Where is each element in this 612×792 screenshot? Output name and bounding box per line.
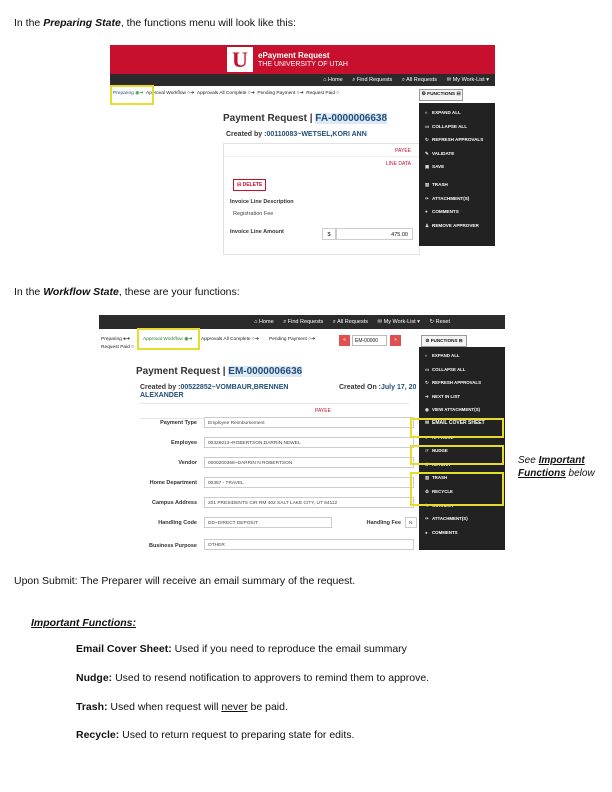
request-title: Payment Request | EM-0000006636: [136, 366, 303, 377]
function-desc: Used when request will: [107, 701, 222, 713]
functions-button[interactable]: ⚙ FUNCTIONS ⊟: [421, 335, 467, 347]
nav-home[interactable]: ⌂ Home: [323, 77, 343, 83]
workflow-state-screenshot: [99, 315, 505, 550]
highlight-nudge: [410, 445, 504, 465]
menu-label: EXPAND ALL: [432, 353, 460, 358]
functions-label: FUNCTIONS: [430, 338, 458, 343]
functions-label: FUNCTIONS: [427, 92, 456, 97]
function-email-cover-sheet: [76, 643, 407, 655]
invoice-amt-label: Invoice Line Amount: [230, 229, 284, 235]
menu-view-attachments[interactable]: [419, 403, 505, 417]
menu-label: VALIDATE: [432, 150, 455, 156]
eye-icon: ◉: [425, 407, 429, 413]
function-desc: Used if you need to reproduce the email summary: [171, 643, 407, 655]
function-desc-emph: never: [221, 701, 248, 713]
divider: [224, 156, 419, 157]
stage-approval-workflow: Approval Workflow: [143, 337, 183, 342]
comment-icon: ●: [425, 529, 428, 535]
stage-approvals-complete: Approvals All Complete: [196, 91, 247, 96]
nav-find-requests[interactable]: ⌕ Find Requests: [352, 77, 393, 83]
menu-label: REFRESH APPROVALS: [432, 380, 482, 386]
delete-label: DELETE: [242, 182, 263, 188]
menu-expand-all[interactable]: [419, 349, 505, 363]
save-icon: ▣: [425, 164, 430, 170]
nav-label: Reset: [435, 319, 450, 325]
nav-label: Home: [328, 77, 343, 83]
invoice-desc-label: Invoice Line Description: [230, 199, 294, 205]
menu-collapse-all[interactable]: [419, 120, 495, 134]
side-note-emph: Functions: [518, 468, 566, 479]
request-id: FA-0000006638: [315, 113, 388, 124]
menu-attachments[interactable]: [419, 512, 505, 526]
created-by-label: Created by :: [140, 384, 181, 391]
menu-label: ATTACHMENT(S): [432, 516, 468, 522]
request-label: Payment Request: [223, 113, 307, 124]
recycle-icon: ♻: [425, 488, 429, 494]
function-recycle: [76, 729, 354, 741]
stage-preparing: Preparing: [113, 91, 134, 96]
home-department-label: Home Department: [149, 480, 197, 486]
nav-find-requests[interactable]: ⌕ Find Requests: [283, 319, 324, 325]
created-on-value: July 17, 20: [381, 384, 417, 391]
payee-section-link[interactable]: PAYEE: [315, 408, 331, 414]
refresh-icon: ↻: [425, 137, 429, 143]
stage-complete-wrap: Approvals All Complete ○➔: [201, 337, 259, 342]
currency-symbol: $: [322, 228, 336, 240]
trash-icon: ▥: [425, 181, 430, 187]
handling-fee-field[interactable]: N: [405, 517, 417, 528]
side-note: [518, 454, 595, 480]
payment-type-field[interactable]: Employee Reimbursement: [204, 417, 414, 428]
highlight-approval-workflow: [137, 328, 200, 350]
nav-work-list[interactable]: ✉ My Work-List ▾: [446, 77, 489, 83]
delete-button[interactable]: ⊟ DELETE: [233, 179, 266, 191]
function-desc: Used to resend notification to approvers to remind them to approve.: [112, 672, 430, 684]
intro-text: , the functions menu will look like this:: [120, 17, 296, 29]
handling-code-label: Handling Code: [158, 520, 197, 526]
business-purpose-label: Business Purpose: [149, 543, 197, 549]
created-by-value: 00522852~VOMBAUR,BRENNEN: [180, 384, 289, 391]
created-on-label: Created On :: [339, 384, 382, 391]
menu-label: NUDGE: [432, 448, 448, 454]
menu-refresh-approvals[interactable]: [419, 133, 495, 147]
payee-section-link[interactable]: PAYEE: [395, 148, 411, 154]
created-by: [140, 384, 288, 400]
line-data-section-link[interactable]: LINE DATA: [385, 161, 411, 167]
function-trash: [76, 701, 288, 713]
created-by-value: 00110083~WETSEL,KORI ANN: [266, 131, 367, 138]
paperclip-icon: ✑: [425, 516, 429, 522]
menu-label: REFRESH APPROVALS: [432, 137, 484, 143]
highlight-preparing: [110, 85, 154, 105]
menu-validate[interactable]: [419, 147, 495, 161]
preparing-state-screenshot: [110, 45, 495, 255]
menu-label: EMAIL COVER SHEET: [432, 419, 485, 426]
refresh-icon: ↻: [425, 380, 429, 386]
form-panel: [223, 143, 420, 255]
highlight-email-cover-sheet: [410, 418, 504, 438]
functions-menu: [419, 103, 495, 246]
comment-icon: ●: [425, 209, 428, 215]
employee-field[interactable]: 00326013~ROBERTSON,DARRIN NEWEL: [204, 437, 414, 448]
brand-subtitle: THE UNIVERSITY OF UTAH: [258, 61, 348, 68]
intro-workflow: [14, 286, 240, 298]
stage-pending-payment: Pending Payment: [269, 337, 307, 342]
menu-label: COMMENTS: [432, 209, 459, 215]
menu-label: COLLAPSE ALL: [432, 366, 466, 372]
menu-label: ATTACHMENT(S): [432, 195, 470, 201]
menu-label: CORRECT: [432, 502, 454, 508]
menu-comments[interactable]: [419, 205, 495, 219]
prev-button[interactable]: «: [339, 335, 350, 346]
invoice-amount-input[interactable]: 475.00: [336, 228, 413, 240]
function-name: Recycle:: [76, 729, 120, 741]
collapse-icon: ▭: [425, 123, 430, 129]
highlight-trash-recycle: [410, 472, 504, 506]
menu-label: EXPAND ALL: [432, 110, 461, 115]
business-purpose-field[interactable]: OTHER: [204, 539, 414, 550]
function-desc: Used to return request to preparing state for edits.: [119, 729, 355, 741]
menu-expand-all[interactable]: [419, 106, 495, 120]
request-label: Payment Request: [136, 366, 220, 377]
nav-bar: [99, 315, 505, 329]
stage-paid-wrap: Request Paid ○: [101, 345, 135, 350]
menu-next-in-list[interactable]: [419, 390, 505, 404]
menu-attachments[interactable]: [419, 192, 495, 206]
stage-approvals-complete: Approvals All Complete: [201, 337, 251, 342]
nav-label: My Work-List: [452, 77, 485, 83]
handling-code-field[interactable]: DD~DIRECT DEPOSIT: [204, 517, 332, 528]
intro-emph: Preparing State: [43, 17, 121, 29]
nav-bar: [110, 74, 495, 86]
function-nudge: [76, 672, 429, 684]
nav-label: Find Requests: [287, 319, 324, 325]
stage-approval-workflow: Approval Workflow: [146, 91, 186, 96]
created-by: [226, 131, 367, 138]
side-note-text: below: [565, 468, 595, 479]
menu-remove-approver[interactable]: [419, 219, 495, 233]
home-department-field[interactable]: 00357 - TRAVEL: [204, 477, 414, 488]
expand-icon: ◐: [425, 110, 428, 115]
employee-label: Employee: [171, 440, 197, 446]
pencil-icon: ✎: [425, 502, 429, 508]
intro-emph: Workflow State: [43, 286, 119, 298]
function-name: Email Cover Sheet:: [76, 643, 172, 655]
stage-request-paid: Request Paid: [306, 91, 335, 96]
menu-label: SAVE: [432, 164, 445, 170]
stage-pending-payment: Pending Payment: [257, 91, 296, 96]
menu-label: NEXT IN LIST: [432, 393, 461, 399]
intro-text: , these are your functions:: [118, 286, 240, 298]
menu-label: RECYCLE: [432, 488, 453, 494]
handling-fee-label: Handling Fee: [366, 520, 401, 526]
arrow-right-icon: ➔: [425, 393, 429, 399]
utah-logo: U: [227, 47, 253, 72]
created-by-value-cont: ALEXANDER: [140, 392, 184, 399]
stage-preparing-wrap: Preparing ●➔: [101, 337, 131, 342]
menu-label: COMMENTS: [432, 529, 458, 535]
brand-title: ePayment Request: [258, 51, 330, 60]
menu-label: APPROVE: [432, 434, 454, 440]
thumbs-down-icon: ✘: [425, 461, 429, 467]
next-button[interactable]: »: [390, 335, 401, 346]
invoice-desc-value[interactable]: Registration Fee: [233, 211, 274, 217]
created-on: [339, 384, 416, 391]
menu-save[interactable]: [419, 160, 495, 174]
app-header: [110, 45, 495, 74]
menu-label: TRASH: [432, 181, 448, 187]
upon-submit-text: Upon Submit: The Preparer will receive an email summary of the request.: [14, 575, 356, 587]
envelope-icon: ✉: [425, 419, 430, 426]
stage-preparing: Preparing: [101, 337, 122, 342]
nav-all-requests[interactable]: ⌕ All Requests: [401, 77, 438, 83]
trash-icon: ▥: [425, 475, 430, 481]
payment-type-label: Payment Type: [160, 420, 197, 426]
wrench-icon: ✎: [425, 150, 429, 156]
campus-address-label: Campus Address: [151, 500, 197, 506]
stage-pending-wrap: Pending Payment ○➔: [269, 337, 316, 342]
menu-label: REMOVE APPROVER: [432, 222, 479, 228]
nav-home[interactable]: ⌂ Home: [254, 319, 274, 325]
thumbs-up-icon: ✔: [425, 434, 429, 440]
stage-approval-wrap: Approval Workflow ◉➔: [143, 337, 193, 342]
function-name: Trash:: [76, 701, 108, 713]
menu-label: TRASH: [432, 475, 448, 481]
function-name: Nudge:: [76, 672, 113, 684]
intro-preparing: [14, 17, 296, 29]
side-note-emph: Important: [538, 455, 585, 466]
functions-button[interactable]: ⚙ FUNCTIONS ⊟: [419, 89, 463, 101]
menu-comments[interactable]: [419, 526, 505, 540]
menu-label: VIEW ATTACHMENT(S): [432, 407, 480, 413]
request-title: Payment Request | FA-0000006638: [223, 113, 388, 124]
vendor-label: Vendor: [178, 460, 197, 466]
pointer-icon: ☞: [425, 448, 429, 454]
nav-all-requests[interactable]: ⌕ All Requests: [332, 319, 368, 325]
request-id: EM-0000006636: [228, 366, 303, 377]
request-id-input[interactable]: EM-00000: [352, 335, 387, 346]
collapse-icon: ▭: [425, 366, 430, 372]
menu-refresh-approvals[interactable]: [419, 376, 505, 390]
created-by-label: Created by :: [226, 131, 267, 138]
nav-label: My Work-List: [383, 319, 416, 325]
menu-label: RETURN: [432, 461, 451, 467]
side-note-text: See: [518, 455, 539, 466]
nav-label: Find Requests: [356, 77, 393, 83]
campus-address-field[interactable]: 201 PRESIDENTS CIR RM 402 SALT LAKE CITY, UT 84112: [204, 497, 414, 508]
stage-request-paid: Request Paid: [101, 345, 130, 350]
menu-collapse-all[interactable]: [419, 363, 505, 377]
paperclip-icon: ✑: [425, 195, 429, 201]
remove-user-icon: ♟: [425, 222, 430, 228]
important-functions-heading: Important Functions:: [31, 617, 136, 629]
nav-reset[interactable]: ↻ Reset: [429, 319, 450, 325]
nav-label: All Requests: [406, 77, 438, 83]
intro-text: In the: [14, 286, 44, 298]
function-desc: be paid.: [247, 701, 288, 713]
expand-icon: ◐: [425, 353, 428, 358]
nav-label: Home: [258, 319, 274, 325]
stage-tracker: Preparing ◉➔ Approval Workflow ○➔ Approvals All Complete ○➔ Pending Payment ○➔ Request Paid ○: [113, 91, 340, 96]
menu-trash[interactable]: [419, 178, 495, 192]
nav-label: All Requests: [337, 319, 368, 325]
vendor-field[interactable]: 0000200368~DARRIN N ROBERTSON: [204, 457, 414, 468]
nav-work-list[interactable]: ✉ My Work-List ▾: [377, 319, 420, 325]
menu-label: COLLAPSE ALL: [432, 123, 468, 129]
intro-text: In the: [14, 17, 44, 29]
